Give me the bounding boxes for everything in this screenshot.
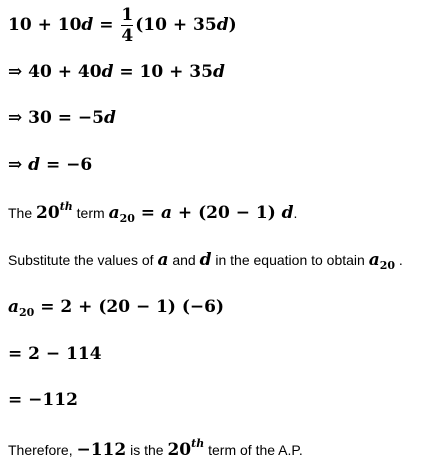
formula-equals: = bbox=[134, 203, 161, 223]
formula-a20-subscript: 20 bbox=[119, 212, 135, 225]
substitute-text-2: and bbox=[168, 252, 200, 268]
term-middle: term bbox=[72, 205, 109, 221]
eq1-rhs-close: ) bbox=[228, 15, 237, 35]
formula-expression: + (20 − 1) bbox=[172, 203, 282, 223]
conclusion-value: −112 bbox=[76, 440, 127, 460]
conclusion-ordinal bbox=[167, 437, 205, 460]
conclusion-text-1: Therefore, bbox=[8, 442, 77, 458]
calculation-line-3 bbox=[8, 390, 78, 410]
eq2-right-var: d bbox=[212, 62, 225, 82]
calc2-expression: = 2 − 114 bbox=[8, 344, 102, 364]
ordinal-number: 20 bbox=[36, 203, 60, 223]
calc3-expression: = −112 bbox=[8, 390, 78, 410]
formula-a-var: a bbox=[160, 203, 172, 223]
formula-d-var: d bbox=[281, 203, 294, 223]
fraction-one-quarter bbox=[121, 6, 133, 45]
eq1-lhs-var: d bbox=[81, 15, 94, 35]
conclusion-line bbox=[8, 437, 303, 460]
term-formula bbox=[109, 203, 294, 223]
eq1-equals: = bbox=[93, 15, 120, 35]
eq4-rest: = −6 bbox=[40, 155, 93, 175]
substitute-text-3: in the equation to obtain bbox=[211, 252, 369, 268]
substitute-d-var: d bbox=[199, 250, 212, 270]
calc1-expression: = 2 + (20 − 1) (−6) bbox=[34, 297, 225, 317]
conclusion-ordinal-superscript: th bbox=[191, 437, 205, 450]
equation-line-4 bbox=[8, 155, 92, 175]
substitute-a20 bbox=[369, 250, 395, 270]
implies-arrow: ⇒ bbox=[8, 108, 29, 128]
substitute-a-var: a bbox=[157, 250, 169, 270]
conclusion-ordinal-number: 20 bbox=[167, 440, 192, 460]
eq3-var: d bbox=[103, 108, 116, 128]
term-formula-line bbox=[8, 200, 297, 225]
calculation-line-1 bbox=[8, 297, 224, 319]
term-end: . bbox=[293, 205, 298, 221]
eq2-left: 40 + 40 bbox=[28, 62, 102, 82]
calc1-a-var: a bbox=[8, 297, 20, 317]
calculation-line-2 bbox=[8, 344, 102, 364]
fraction-numerator: 1 bbox=[121, 5, 134, 25]
fraction-denominator: 4 bbox=[121, 26, 134, 46]
conclusion-text-2: is the bbox=[126, 442, 168, 458]
substitute-text-1: Substitute the values of bbox=[8, 252, 158, 268]
implies-arrow: ⇒ bbox=[8, 62, 29, 82]
formula-a20-var: a bbox=[108, 203, 120, 223]
substitute-a20-var: a bbox=[368, 250, 380, 270]
eq1-rhs-var: d bbox=[216, 15, 229, 35]
eq1-lhs: 10 + 10 bbox=[8, 15, 82, 35]
calc1-subscript: 20 bbox=[19, 306, 35, 319]
substitute-line bbox=[8, 250, 403, 272]
equation-line-1 bbox=[8, 6, 237, 45]
conclusion-text-3: term of the A.P. bbox=[204, 442, 303, 458]
eq1-rhs: (10 + 35 bbox=[135, 15, 217, 35]
ordinal-superscript: th bbox=[59, 200, 73, 213]
implies-arrow: ⇒ bbox=[8, 155, 29, 175]
substitute-a20-subscript: 20 bbox=[379, 259, 396, 272]
equation-line-3 bbox=[8, 108, 116, 128]
term-ordinal bbox=[36, 200, 73, 223]
eq2-left-var: d bbox=[101, 62, 114, 82]
equation-line-2 bbox=[8, 62, 225, 82]
eq4-var: d bbox=[28, 155, 41, 175]
term-prefix: The bbox=[8, 205, 37, 221]
eq3-expr: 30 = −5 bbox=[28, 108, 104, 128]
eq2-right: = 10 + 35 bbox=[113, 62, 213, 82]
substitute-text-4: . bbox=[395, 252, 403, 268]
